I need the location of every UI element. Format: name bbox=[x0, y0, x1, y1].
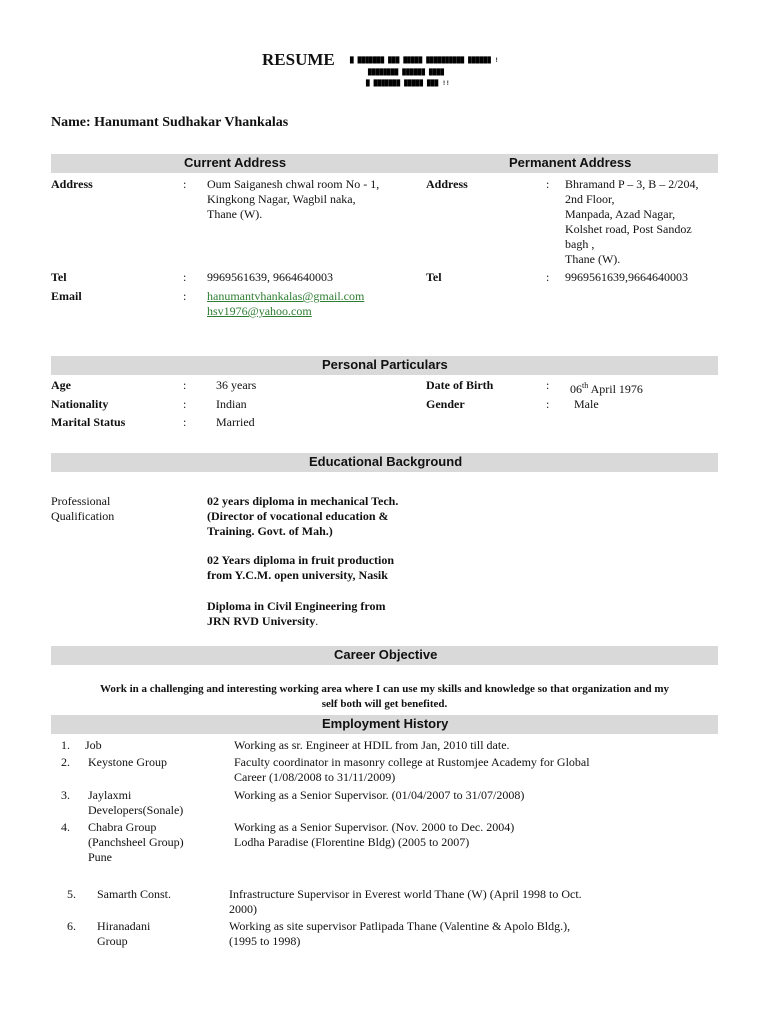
employment-row-6-detail: Working as site supervisor Patlipada Thane (Valentine & Apolo Bldg.), (1995 to 1998) bbox=[229, 919, 571, 948]
header-garbled-line-1: █ ███████ ███ █████ ██████████ ██████ ! bbox=[350, 57, 499, 64]
age-value: 36 years bbox=[216, 378, 257, 392]
qualification-3: Diploma in Civil Engineering from JRN RVD University. bbox=[207, 599, 386, 628]
employment-heading: Employment History bbox=[322, 716, 449, 731]
permanent-address-line-4: Kolshet road, Post Sandoz bbox=[565, 222, 692, 236]
education-label: Professional Qualification bbox=[51, 494, 115, 523]
email-link-gmail[interactable]: hanumantvhankalas@gmail.com bbox=[207, 289, 365, 303]
employment-row-5-detail: Infrastructure Supervisor in Everest world Thane (W) (April 1998 to Oct. 2000) bbox=[229, 887, 582, 916]
personal-header-bar bbox=[51, 356, 718, 375]
nationality-colon: : bbox=[183, 397, 187, 411]
marital-label: Marital Status bbox=[51, 415, 126, 429]
dob-label: Date of Birth bbox=[426, 378, 494, 392]
current-address-line-2: Kingkong Nagar, Wagbil naka, bbox=[207, 192, 356, 206]
permanent-address-colon: : bbox=[546, 177, 550, 191]
employment-row-3-company: Jaylaxmi Developers(Sonale) bbox=[88, 788, 184, 817]
current-tel-value: 9969561639, 9664640003 bbox=[207, 270, 333, 284]
current-address-line-1: Oum Saiganesh chwal room No - 1, bbox=[207, 177, 380, 191]
email-colon: : bbox=[183, 289, 187, 303]
employment-row-6-num: 6. bbox=[67, 919, 76, 933]
employment-row-4-company: Chabra Group (Panchsheel Group) Pune bbox=[88, 820, 184, 864]
permanent-address-line-5: bagh , bbox=[565, 237, 595, 251]
email-link-yahoo[interactable]: hsv1976@yahoo.com bbox=[207, 304, 312, 318]
current-address-heading: Current Address bbox=[184, 155, 287, 170]
current-address-colon: : bbox=[183, 177, 187, 191]
permanent-address-line-6: Thane (W). bbox=[565, 252, 621, 266]
current-tel-colon: : bbox=[183, 270, 187, 284]
permanent-address-line-3: Manpada, Azad Nagar, bbox=[565, 207, 676, 221]
age-label: Age bbox=[51, 378, 71, 392]
employment-row-5-num: 5. bbox=[67, 887, 76, 901]
email-values bbox=[207, 289, 364, 319]
education-header-bar bbox=[51, 453, 718, 472]
current-tel-label: Tel bbox=[51, 270, 67, 284]
header-garbled-line-2: ████████ ██████ ████ bbox=[368, 69, 445, 76]
current-address-label: Address bbox=[51, 177, 93, 191]
employment-row-5-company: Samarth Const. bbox=[97, 887, 171, 901]
objective-text: Work in a challenging and interesting working area where I can use my skills and knowledge so that organization and my self both will get benefited. bbox=[99, 683, 669, 710]
nationality-value: Indian bbox=[216, 397, 247, 411]
gender-colon: : bbox=[546, 397, 550, 411]
permanent-address-heading: Permanent Address bbox=[509, 155, 632, 170]
employment-row-3-num: 3. bbox=[61, 788, 70, 802]
employment-row-6-company: Hiranadani Group bbox=[97, 919, 151, 948]
employment-row-2-detail: Faculty coordinator in masonry college at Rustomjee Academy for Global Career (1/08/2008 to 31/11/2009) bbox=[234, 755, 590, 784]
current-address-value bbox=[207, 177, 379, 222]
education-heading: Educational Background bbox=[309, 454, 463, 469]
employment-row-4-num: 4. bbox=[61, 820, 70, 834]
personal-heading: Personal Particulars bbox=[322, 357, 448, 372]
header-garbled-line-3: █ ███████ █████ ███ !! bbox=[366, 80, 450, 87]
employment-row-3-detail: Working as a Senior Supervisor. (01/04/2007 to 31/07/2008) bbox=[234, 788, 525, 802]
permanent-address-line-1: Bhramand P – 3, B – 2/204, bbox=[565, 177, 699, 191]
employment-header-bar bbox=[51, 715, 718, 734]
permanent-tel-colon: : bbox=[546, 270, 550, 284]
candidate-name: Name: Hanumant Sudhakar Vhankalas bbox=[51, 115, 289, 130]
qualification-2: 02 Years diploma in fruit production from Y.C.M. open university, Nasik bbox=[207, 553, 395, 582]
marital-value: Married bbox=[216, 415, 255, 429]
dob-value: 06th April 1976 bbox=[570, 381, 643, 396]
nationality-label: Nationality bbox=[51, 397, 109, 411]
employment-row-1-company: Job bbox=[85, 738, 102, 752]
employment-row-2-company: Keystone Group bbox=[88, 755, 167, 769]
employment-row-1-detail: Working as sr. Engineer at HDIL from Jan, 2010 till date. bbox=[234, 738, 510, 752]
objective-header-bar bbox=[51, 646, 718, 665]
resume-title: RESUME bbox=[262, 50, 335, 69]
employment-row-4-detail: Working as a Senior Supervisor. (Nov. 2000 to Dec. 2004) Lodha Paradise (Florentine Bldg) (2005 to 2007) bbox=[234, 820, 515, 849]
marital-colon: : bbox=[183, 415, 187, 429]
email-label: Email bbox=[51, 289, 82, 303]
employment-row-1-num: 1. bbox=[61, 738, 70, 752]
permanent-tel-value: 9969561639,9664640003 bbox=[565, 270, 688, 284]
dob-colon: : bbox=[546, 378, 550, 392]
gender-label: Gender bbox=[426, 397, 465, 411]
gender-value: Male bbox=[574, 397, 599, 411]
employment-row-2-num: 2. bbox=[61, 755, 70, 769]
permanent-address-label: Address bbox=[426, 177, 468, 191]
permanent-address-line-2: 2nd Floor, bbox=[565, 192, 615, 206]
address-header-bar bbox=[51, 154, 718, 173]
age-colon: : bbox=[183, 378, 187, 392]
qualification-1: 02 years diploma in mechanical Tech. (Director of vocational education & Training. Govt. of Mah.) bbox=[207, 494, 399, 538]
permanent-tel-label: Tel bbox=[426, 270, 442, 284]
current-address-line-3: Thane (W). bbox=[207, 207, 263, 221]
permanent-address-value bbox=[565, 177, 699, 267]
objective-heading: Career Objective bbox=[334, 647, 438, 662]
